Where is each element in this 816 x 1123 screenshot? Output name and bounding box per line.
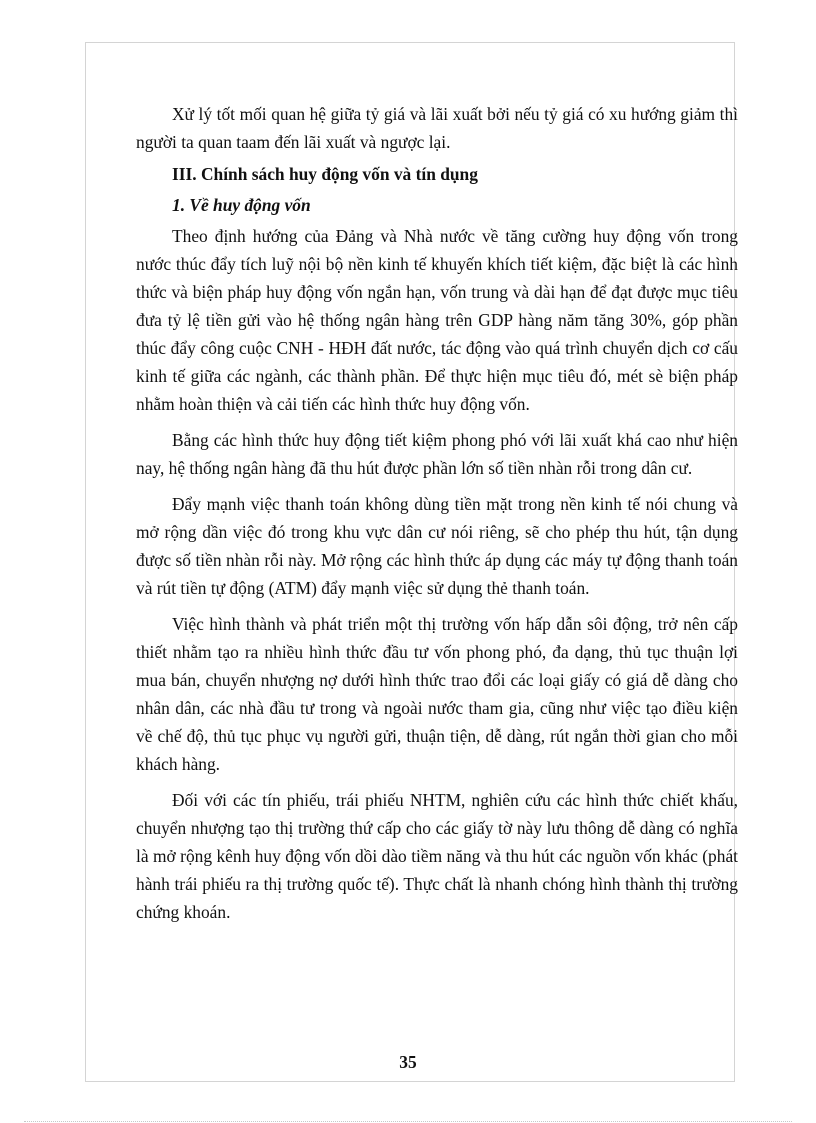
paragraph-cashless: Đẩy mạnh việc thanh toán không dùng tiền mặt trong nền kinh tế nói chung và mở rộng dần việc đó trong khu vực dân cư nói riêng, sẽ cho phép thu hút, tận dụng được số tiền nhàn rỗi này. Mở rộng các hình thức áp dụng các máy tự động thanh toán và rút tiền tự động (ATM) đẩy mạnh việc sử dụng thẻ thanh toán. <box>136 494 738 598</box>
paragraph-capital-market: Việc hình thành và phát triển một thị trường vốn hấp dẫn sôi động, trở nên cấp thiết nhằm tạo ra nhiều hình thức đầu tư vốn phong phó, đa dạng, thủ tục thuận lợi mua bán, chuyển nhượng nợ dưới hình thức trao đổi các loại giấy có giá dễ dàng cho nhân dân, các nhà đầu tư trong và ngoài nước tham gia, cũng như việc tạo điều kiện về chế độ, thủ tục phục vụ người gửi, thuận tiện, dễ dàng, rút ngắn thời gian cho mỗi khách hàng. <box>136 614 738 774</box>
page-bottom-divider <box>24 1121 792 1122</box>
paragraph-orientation: Theo định hướng của Đảng và Nhà nước về tăng cường huy động vốn trong nước thúc đẩy tích luỹ nội bộ nền kinh tế khuyến khích tiết kiệm, đặc biệt là các hình thức và biện pháp huy động vốn ngắn hạn, vốn trung và dài hạn để đạt được mục tiêu đưa tỷ lệ tiền gửi vào hệ thống ngân hàng trên GDP hàng năm tăng 30%, góp phần thúc đẩy công cuộc CNH - HĐH đất nước, tác động vào quá trình chuyển dịch cơ cấu kinh tế giữa các ngành, các thành phần. Để thực hiện mục tiêu đó, mét sè biện pháp nhằm hoàn thiện và cải tiến các hình thức huy động vốn. <box>136 226 738 414</box>
document-body <box>136 100 738 934</box>
paragraph-exchange-rate: Xử lý tốt mối quan hệ giữa tỷ giá và lãi xuất bởi nếu tỷ giá có xu hướng giảm thì người ta quan taam đến lãi xuất và ngược lại. <box>136 104 738 152</box>
page-number: 35 <box>399 1052 417 1072</box>
subsection-heading: 1. Về huy động vốn <box>172 195 311 215</box>
paragraph-bonds: Đối với các tín phiếu, trái phiếu NHTM, nghiên cứu các hình thức chiết khấu, chuyển nhượng tạo thị trường thứ cấp cho các giấy tờ này lưu thông dễ dàng có nghĩa là mở rộng kênh huy động vốn dồi dào tiềm năng và thu hút các nguồn vốn khác (phát hành trái phiếu ra thị trường quốc tế). Thực chất là nhanh chóng hình thành thị trường chứng khoán. <box>136 790 738 922</box>
section-heading: III. Chính sách huy động vốn và tín dụng <box>172 164 478 184</box>
paragraph-savings: Bằng các hình thức huy động tiết kiệm phong phó với lãi xuất khá cao như hiện nay, hệ thống ngân hàng đã thu hút được phần lớn số tiền nhàn rỗi trong dân cư. <box>136 430 738 478</box>
